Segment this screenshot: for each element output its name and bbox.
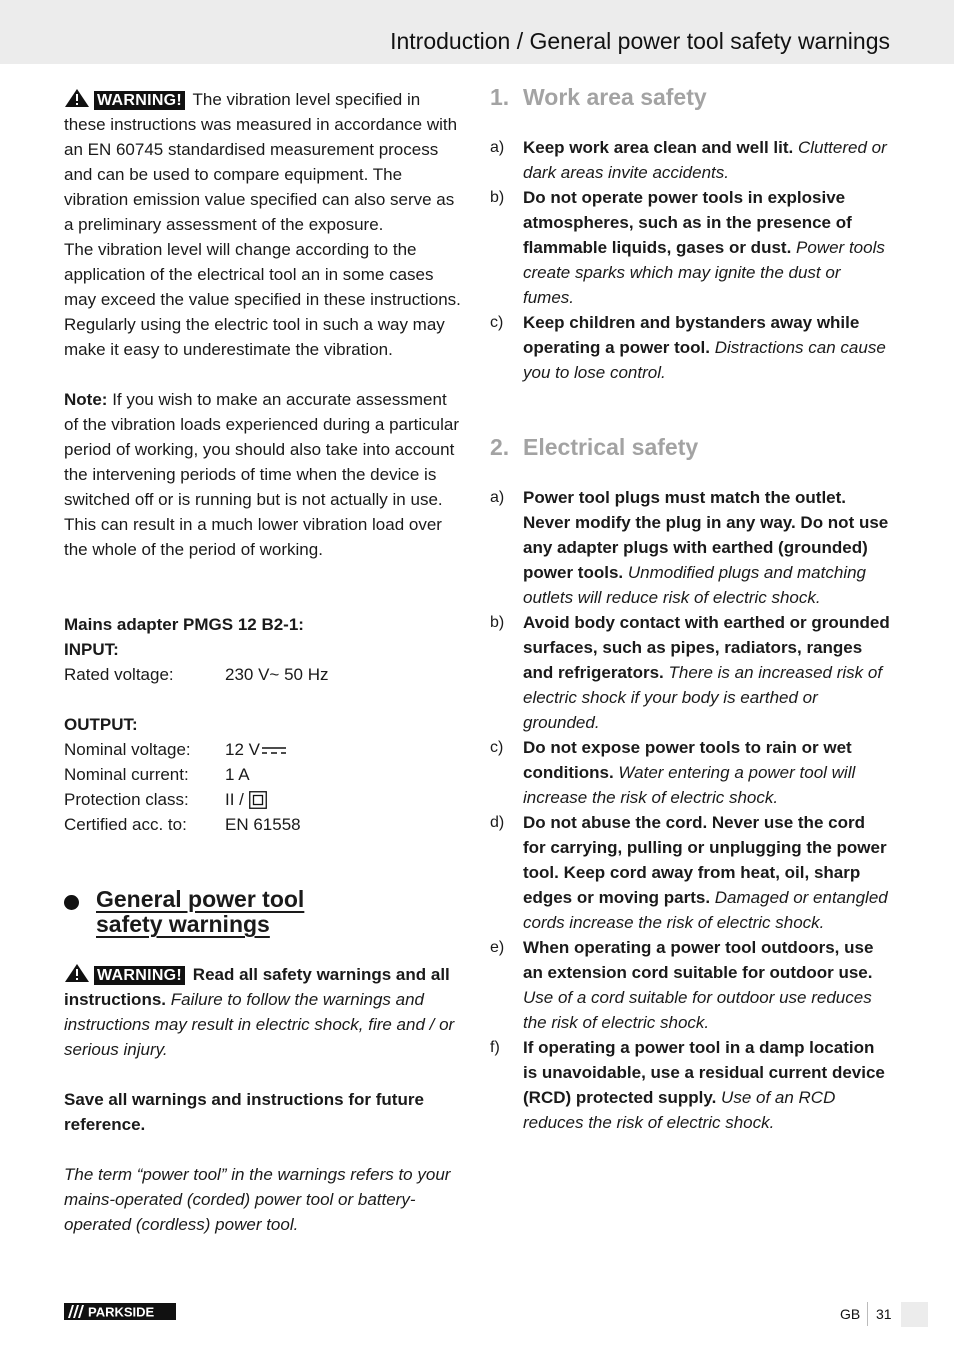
footer-language: GB — [840, 1306, 861, 1322]
input-title: INPUT: — [64, 640, 119, 659]
item-text — [523, 185, 892, 310]
right-column — [490, 85, 892, 1135]
warning-label: WARNING! — [94, 966, 185, 985]
protection-class-ii-icon — [249, 791, 267, 809]
list-item — [490, 810, 892, 935]
warning-triangle-icon — [64, 963, 90, 983]
item-italic-text: Distractions can cause you to lose control. — [523, 338, 886, 382]
spec-value: 230 V~ 50 Hz — [225, 665, 329, 684]
power-tool-term: The term “power tool” in the warnings refers to your mains-operated (corded) power tool or battery-operated (cordless) power tool. — [64, 1165, 451, 1234]
item-label: b) — [490, 614, 505, 631]
item-bold-text: Avoid body contact with earthed or grounded surfaces, such as pipes, radiators, ranges and refrigerators. — [523, 613, 890, 682]
section-heading-general — [64, 887, 464, 937]
svg-text:PARKSIDE: PARKSIDE — [88, 1304, 155, 1320]
item-bold-text: Do not abuse the cord. Never use the cord for carrying, pulling or unplugging the power tool. Keep cord away from heat, oil, sharp edges or moving parts. — [523, 813, 887, 907]
warning-label: WARNING! — [94, 91, 185, 110]
section-heading-work-area — [490, 85, 892, 110]
list-item — [490, 610, 892, 735]
list-item — [490, 310, 892, 385]
spec-value: EN 61558 — [225, 815, 301, 834]
spec-value: 1 A — [225, 765, 250, 784]
item-italic-text: Damaged or entangled cords increase the risk of electric shock. — [523, 888, 888, 932]
item-text — [523, 310, 892, 385]
note-label: Note: — [64, 390, 108, 409]
item-label: f) — [490, 1039, 500, 1056]
item-italic-text: Power tools create sparks which may ignite the dust or fumes. — [523, 238, 885, 307]
item-label: a) — [490, 489, 505, 506]
save-instructions: Save all warnings and instructions for future reference. — [64, 1090, 424, 1134]
spec-row — [64, 787, 464, 812]
spec-key: Nominal voltage: — [64, 740, 191, 759]
left-column — [64, 87, 464, 1237]
spec-row — [64, 812, 464, 837]
list-item — [490, 935, 892, 1035]
list-item — [490, 485, 892, 610]
vibration-warning — [64, 87, 464, 237]
item-text — [523, 610, 892, 735]
item-text — [523, 1035, 892, 1135]
section-number: 2. — [490, 434, 510, 460]
section-title — [96, 887, 304, 937]
spec-key: Rated voltage: — [64, 665, 174, 684]
item-bold-text: Power tool plugs must match the outlet. Never modify the plug in any way. Do not use any adapter plugs with earthed (grounded) power tools. — [523, 488, 889, 582]
item-italic-text: Use of a cord suitable for outdoor use reduces the risk of electric shock. — [523, 988, 872, 1032]
item-text — [523, 135, 892, 185]
item-italic-text: Unmodified plugs and matching outlets will reduce risk of electric shock. — [523, 563, 867, 607]
page-number: 31 — [876, 1306, 892, 1322]
dc-symbol-icon — [262, 745, 286, 757]
item-bold-text: When operating a power tool outdoors, use an extension cord suitable for outdoor use. — [523, 938, 874, 982]
work-area-list — [490, 135, 892, 385]
spec-row — [64, 662, 464, 687]
list-item — [490, 1035, 892, 1135]
footer-divider — [867, 1302, 868, 1326]
spec-row — [64, 737, 464, 762]
spec-key: Protection class: — [64, 790, 189, 809]
section-title: Electrical safety — [523, 434, 699, 460]
section-title-line-2: safety warnings — [96, 911, 270, 937]
adapter-title: Mains adapter PMGS 12 B2-1: — [64, 615, 304, 634]
item-text — [523, 810, 892, 935]
section-number: 1. — [490, 84, 510, 110]
item-bold-text: Keep work area clean and well lit. — [523, 138, 794, 157]
item-bold-text: Keep children and bystanders away while operating a power tool. — [523, 313, 860, 357]
item-text — [523, 485, 892, 610]
section-title: Work area safety — [523, 84, 707, 110]
note-paragraph — [64, 387, 464, 562]
spec-value: II / — [225, 790, 244, 809]
spec-value: 12 V — [225, 740, 260, 759]
item-label: a) — [490, 139, 505, 156]
item-bold-text: Do not operate power tools in explosive atmospheres, such as in the presence of flammable liquids, gases or dust. — [523, 188, 852, 257]
list-item — [490, 135, 892, 185]
spec-row — [64, 762, 464, 787]
item-italic-text: There is an increased risk of electric shock if your body is earthed or grounded. — [523, 663, 883, 732]
warning-italic-text: Failure to follow the warnings and instructions may result in electric shock, fire and / or serious injury. — [64, 990, 455, 1059]
section-heading-electrical — [490, 435, 892, 460]
vibration-text: The vibration level specified in these instructions was measured in accordance with an EN 60745 standardised measurement process and can be used to compare equipment. The vibration emission value specified can also serve as a preliminary assessment of the exposure. — [64, 90, 458, 234]
vibration-text-2: The vibration level will change according to the application of the electrical tool an in some cases may exceed the value specified in these instructions. Regularly using the electric tool in such a way may make it easy to underestimate the vibration. — [64, 240, 461, 359]
section-title-line-1: General power tool — [96, 886, 305, 912]
note-text: If you wish to make an accurate assessment of the vibration loads experienced during a particular period of working, you should also take into account the intervening periods of time when the device is switched off or is running but is not actually in use. This can result in a much lower vibration load over the whole of the period of working. — [64, 390, 460, 559]
output-title: OUTPUT: — [64, 715, 138, 734]
list-item — [490, 185, 892, 310]
item-italic-text: Use of an RCD reduces the risk of electric shock. — [523, 1088, 836, 1132]
item-bold-text: If operating a power tool in a damp location is unavoidable, use a residual current device (RCD) protected supply. — [523, 1038, 885, 1107]
item-label: e) — [490, 939, 505, 956]
electrical-list — [490, 485, 892, 1135]
item-text — [523, 735, 892, 810]
item-label: b) — [490, 189, 505, 206]
general-warning — [64, 962, 464, 1062]
item-bold-text: Do not expose power tools to rain or wet conditions. — [523, 738, 852, 782]
item-italic-text: Water entering a power tool will increase the risk of electric shock. — [523, 763, 856, 807]
item-label: c) — [490, 739, 504, 756]
parkside-logo — [64, 1303, 176, 1320]
item-italic-text: Cluttered or dark areas invite accidents. — [523, 138, 887, 182]
footer-tab — [901, 1302, 928, 1327]
list-item — [490, 735, 892, 810]
page-title: Introduction / General power tool safety warnings — [390, 28, 890, 54]
spec-key: Certified acc. to: — [64, 815, 187, 834]
bullet-icon — [64, 895, 79, 910]
warning-bold-text: Read all safety warnings and all instructions. — [64, 965, 450, 1009]
item-label: d) — [490, 814, 505, 831]
item-text — [523, 935, 892, 1035]
item-label: c) — [490, 314, 504, 331]
warning-triangle-icon — [64, 88, 90, 108]
spec-key: Nominal current: — [64, 765, 189, 784]
